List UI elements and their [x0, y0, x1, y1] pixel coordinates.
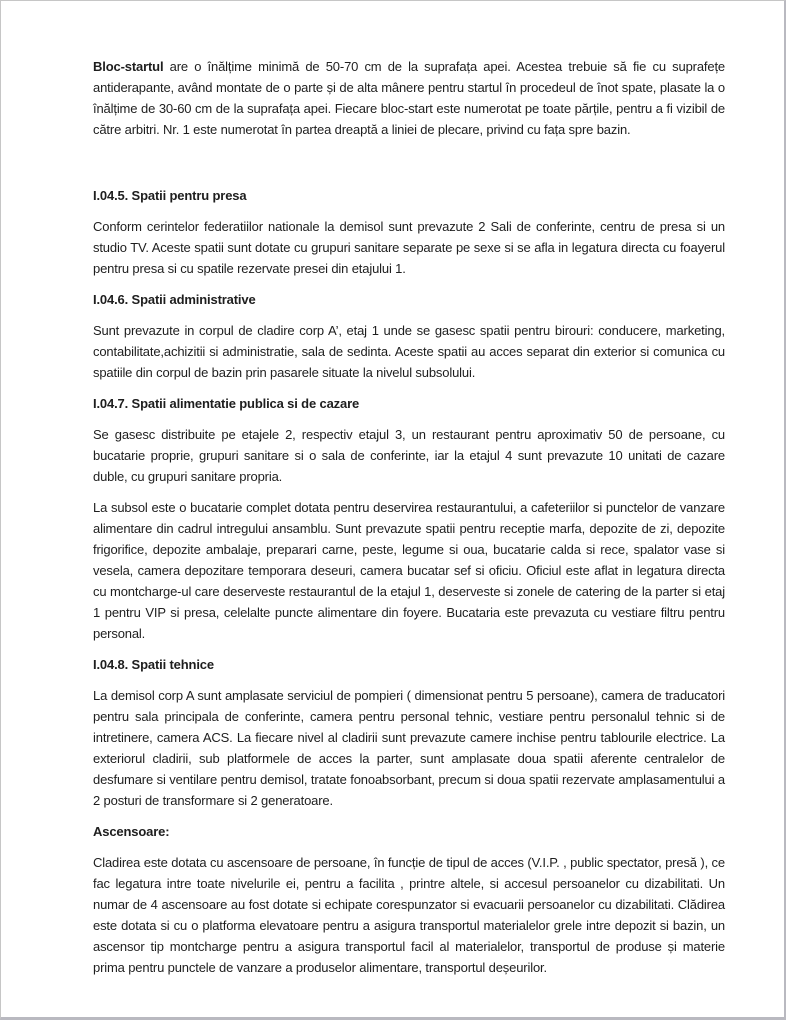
paragraph-tehnice: La demisol corp A sunt amplasate serviciul de pompieri ( dimensionat pentru 5 persoane), camera de traducatori pentru sala principala de conferinte, camera pentru personal tehnic, vestiare pentru personalul tehnic si de intretinere, camera ACS. La fiecare nivel al cladirii sunt prevazute camere inchise pentru tablourile electrice. La exteriorul cladirii, sub platformele de acces la parter, sunt amplasate doua spatii aferente centralelor de desfumare si ventilare pentru demisol, tratate fonoabsorbant, precum si doua spatii rezervate amplasamentului a 2 posturi de transformare si 2 generatoare.	[93, 688, 725, 808]
paragraph-presa: Conform cerintelor federatiilor nationale la demisol sunt prevazute 2 Sali de conferinte, centru de presa si un studio TV. Aceste spatii sunt dotate cu grupuri sanitare separate pe sexe si se afla in legatura directa cu foayerul pentru presa si cu spatile rezervate presei din etajului 1.	[93, 219, 725, 276]
paragraph-alimentatie-1: Se gasesc distribuite pe etajele 2, respectiv etajul 3, un restaurant pentru aproximativ 50 de persoane, cu bucatarie proprie, grupuri sanitare si o sala de conferinte, iar la etajul 4 sunt prevazute 10 unitati de cazare duble, cu grupuri sanitare propria.	[93, 427, 725, 484]
paragraph-administrative: Sunt prevazute in corpul de cladire corp A’, etaj 1 unde se gasesc spatii pentru birouri: conducere, marketing, contabilitate,achizitii si administratie, sala de sedinta. Aceste spatii au acces separat din exterior si comunica cu spatiile din corpul de bazin prin pasarele situate la nivelul subsolului.	[93, 323, 725, 380]
section-heading-administrative: I.04.6. Spatii administrative	[93, 292, 256, 307]
intro-text: are o înălțime minimă de 50-70 cm de la suprafața apei. Acestea trebuie să fie cu suprafețe antiderapante, având montate de o parte și de alta mânere pentru startul în procedeul de înot spate, plasate la o înălțime de 30-60 cm de la suprafața apei. Fiecare bloc-start este numerotat pe toate părțile, pentru a fi vizibil de către arbitri. Nr. 1 este numerotat în partea dreaptă a liniei de plecare, privind cu fața spre bazin.	[93, 59, 725, 137]
paragraph-ascensoare: Cladirea este dotata cu ascensoare de persoane, în funcție de tipul de acces (V.I.P. , public spectator, presă ), ce fac legatura intre toate nivelurile ei, pentru a facilita , printre altele, si accesul persoanelor cu dizabilitati. Un numar de 4 ascensoare au fost dotate si echipate corespunzator si evacuarii persoanelor cu dizabilitati. Clădirea este dotata si cu o platforma elevatoare pentru a asigura transportul materialelor grele intre depozit si bazin, un ascensor tip montcharge pentru a asigura transportul facil al materialelor, transportul de produse și materie prima pentru punctele de vanzare a produselor alimentare, transportul deșeurilor.	[93, 855, 725, 975]
intro-bold-lead: Bloc-startul	[93, 59, 164, 74]
section-heading-ascensoare: Ascensoare:	[93, 824, 170, 839]
page-content	[93, 56, 725, 978]
section-heading-alimentatie: I.04.7. Spatii alimentatie publica si de cazare	[93, 396, 360, 411]
paragraph-alimentatie-2: La subsol este o bucatarie complet dotata pentru deservirea restaurantului, a cafeteriilor si punctelor de vanzare alimentare din cadrul intregului ansamblu. Sunt prevazute spatii pentru receptie marfa, depozite de zi, depozite frigorifice, depozite ambalaje, preparari carne, peste, legume si oua, bucatarie calda si rece, spalator vase si vesela, camera depozitare temporara deseuri, camera bucatar sef si oficiu. Oficiul este aflat in legatura directa cu montcharge-ul care deserveste restaurantul de la etajul 1, deserveste si zonele de catering de la parter si etaj 1 pentru VIP si presa, celelalte puncte alimentare din foyere. Bucataria este prevazuta cu vestiare filtru pentru personal.	[93, 500, 725, 641]
section-heading-presa: I.04.5. Spatii pentru presa	[93, 188, 247, 203]
intro-paragraph	[93, 56, 725, 140]
section-heading-tehnice: I.04.8. Spatii tehnice	[93, 657, 214, 672]
